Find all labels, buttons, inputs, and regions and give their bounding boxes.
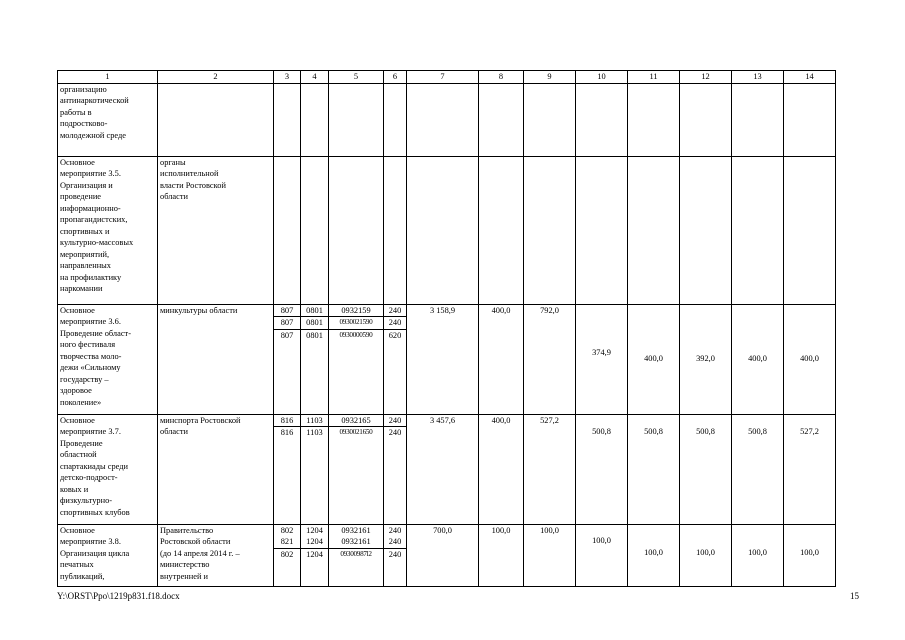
section-code-cell — [301, 414, 329, 524]
executor-cell: органы исполнительной власти Ростовской области — [158, 156, 274, 304]
code-line: 1204 — [301, 536, 328, 549]
header-cell: 1 — [58, 71, 158, 84]
activity-cell: Основное мероприятие 3.5. Организация и проведение информационно- пропагандистских, спортивных и культурно-массовых мероприятий, направленных на профилактику наркомании — [58, 156, 158, 304]
code-line: 09300987l2 — [340, 549, 372, 558]
year-value-cell: 400,0 — [784, 304, 836, 414]
year-value-cell: 392,0 — [680, 304, 732, 414]
year-value-cell: 400,0 — [628, 304, 680, 414]
year-value-cell: 400,0 — [732, 304, 784, 414]
activity-cell: Основное мероприятие 3.7. Проведение областной спартакиады среди детско-подрост- ковых и физкультурно- спортивных клубов — [58, 414, 158, 524]
year-value-cell: 400,0 — [479, 304, 524, 414]
table-row — [58, 524, 836, 586]
code-line: 240 — [384, 305, 406, 318]
code-line: 240 — [384, 536, 406, 549]
table-row — [58, 414, 836, 524]
activity-cell: Основное мероприятие 3.8. Организация цикла печатных публикаций, — [58, 524, 158, 586]
code-line: 816 — [280, 428, 294, 437]
target-code-cell — [329, 414, 384, 524]
table-row — [58, 304, 836, 414]
code-line: 0930000590 — [339, 330, 373, 339]
year-value-cell: 500,8 — [732, 414, 784, 524]
budget-table — [57, 70, 836, 587]
code-line: 240 — [388, 428, 402, 437]
header-cell: 11 — [628, 71, 680, 84]
target-code-cell — [329, 524, 384, 586]
year-value-cell: 400,0 — [479, 414, 524, 524]
code-line: 0932165 — [329, 415, 383, 428]
code-line: 1103 — [301, 415, 328, 428]
code-line: 0932159 — [329, 305, 383, 318]
code-line: 807 — [274, 317, 300, 330]
year-value-cell: 527,2 — [524, 414, 576, 524]
executor-cell: минкультуры области — [158, 304, 274, 414]
code-line: 240 — [388, 525, 402, 535]
code-line: 807 — [274, 305, 300, 318]
code-line: 0932161 — [329, 536, 383, 549]
year-value-cell: 500,8 — [576, 414, 628, 524]
grbs-code-cell — [274, 524, 301, 586]
expense-type-cell — [384, 524, 407, 586]
code-line: 0801 — [306, 330, 323, 340]
total-cell: 3 158,9 — [407, 304, 479, 414]
year-value-cell: 100,0 — [628, 524, 680, 586]
header-cell: 13 — [732, 71, 784, 84]
header-cell: 6 — [384, 71, 407, 84]
executor-cell: минспорта Ростовской области — [158, 414, 274, 524]
activity-cell: организацию антинаркотической работы в подростково- молодежной среде — [58, 83, 158, 156]
section-code-cell — [301, 524, 329, 586]
table-row — [58, 156, 836, 304]
header-cell: 5 — [329, 71, 384, 84]
total-cell: 3 457,6 — [407, 414, 479, 524]
footer-file-path: Y:\ORST\Ppo\1219p831.f18.docx — [57, 591, 180, 601]
year-value-cell: 500,8 — [628, 414, 680, 524]
code-line: 0930021590 — [329, 317, 383, 330]
code-line: 0930021650 — [339, 428, 373, 436]
code-line: 802 — [280, 525, 294, 535]
header-cell: 8 — [479, 71, 524, 84]
code-line: 240 — [384, 415, 406, 428]
header-cell: 12 — [680, 71, 732, 84]
activity-cell: Основное мероприятие 3.6. Проведение област- ного фестиваля творчества моло- дежи «Сильному государству – здоровое поколение» — [58, 304, 158, 414]
year-value-cell: 100,0 — [732, 524, 784, 586]
value-text: 374,9 — [592, 348, 611, 358]
code-line: 802 — [280, 549, 294, 559]
code-line: 620 — [388, 330, 402, 340]
code-line: 821 — [274, 536, 300, 549]
code-line: 1204 — [306, 525, 323, 535]
year-value-cell: 100,0 — [784, 524, 836, 586]
year-value-cell: 100,0 — [576, 524, 628, 586]
header-row — [58, 71, 836, 84]
header-cell: 4 — [301, 71, 329, 84]
table-row — [58, 83, 836, 156]
grbs-code-cell — [274, 304, 301, 414]
header-cell: 3 — [274, 71, 301, 84]
executor-cell — [158, 83, 274, 156]
code-line: 807 — [280, 330, 294, 340]
grbs-code-cell — [274, 414, 301, 524]
header-cell: 7 — [407, 71, 479, 84]
header-cell: 9 — [524, 71, 576, 84]
code-line: 816 — [274, 415, 300, 428]
year-value-cell: 500,8 — [680, 414, 732, 524]
total-cell: 700,0 — [407, 524, 479, 586]
year-value-cell: 527,2 — [784, 414, 836, 524]
code-line: 0801 — [301, 317, 328, 330]
code-line: 0801 — [301, 305, 328, 318]
expense-type-cell — [384, 414, 407, 524]
code-line: 240 — [388, 549, 402, 559]
header-cell: 14 — [784, 71, 836, 84]
target-code-cell — [329, 304, 384, 414]
page-number: 15 — [850, 591, 859, 601]
year-value-cell: 100,0 — [524, 524, 576, 586]
year-value-cell: 792,0 — [524, 304, 576, 414]
code-line: 1103 — [306, 428, 323, 437]
code-line: 240 — [384, 317, 406, 330]
year-value-cell: 100,0 — [680, 524, 732, 586]
executor-cell: Правительство Ростовской области (до 14 апреля 2014 г. – министерство внутренней и — [158, 524, 274, 586]
year-value-cell: 100,0 — [479, 524, 524, 586]
year-value-cell — [576, 304, 628, 414]
header-cell: 2 — [158, 71, 274, 84]
code-line: 0932161 — [341, 525, 371, 535]
code-line: 1204 — [306, 549, 323, 559]
header-cell: 10 — [576, 71, 628, 84]
expense-type-cell — [384, 304, 407, 414]
section-code-cell — [301, 304, 329, 414]
